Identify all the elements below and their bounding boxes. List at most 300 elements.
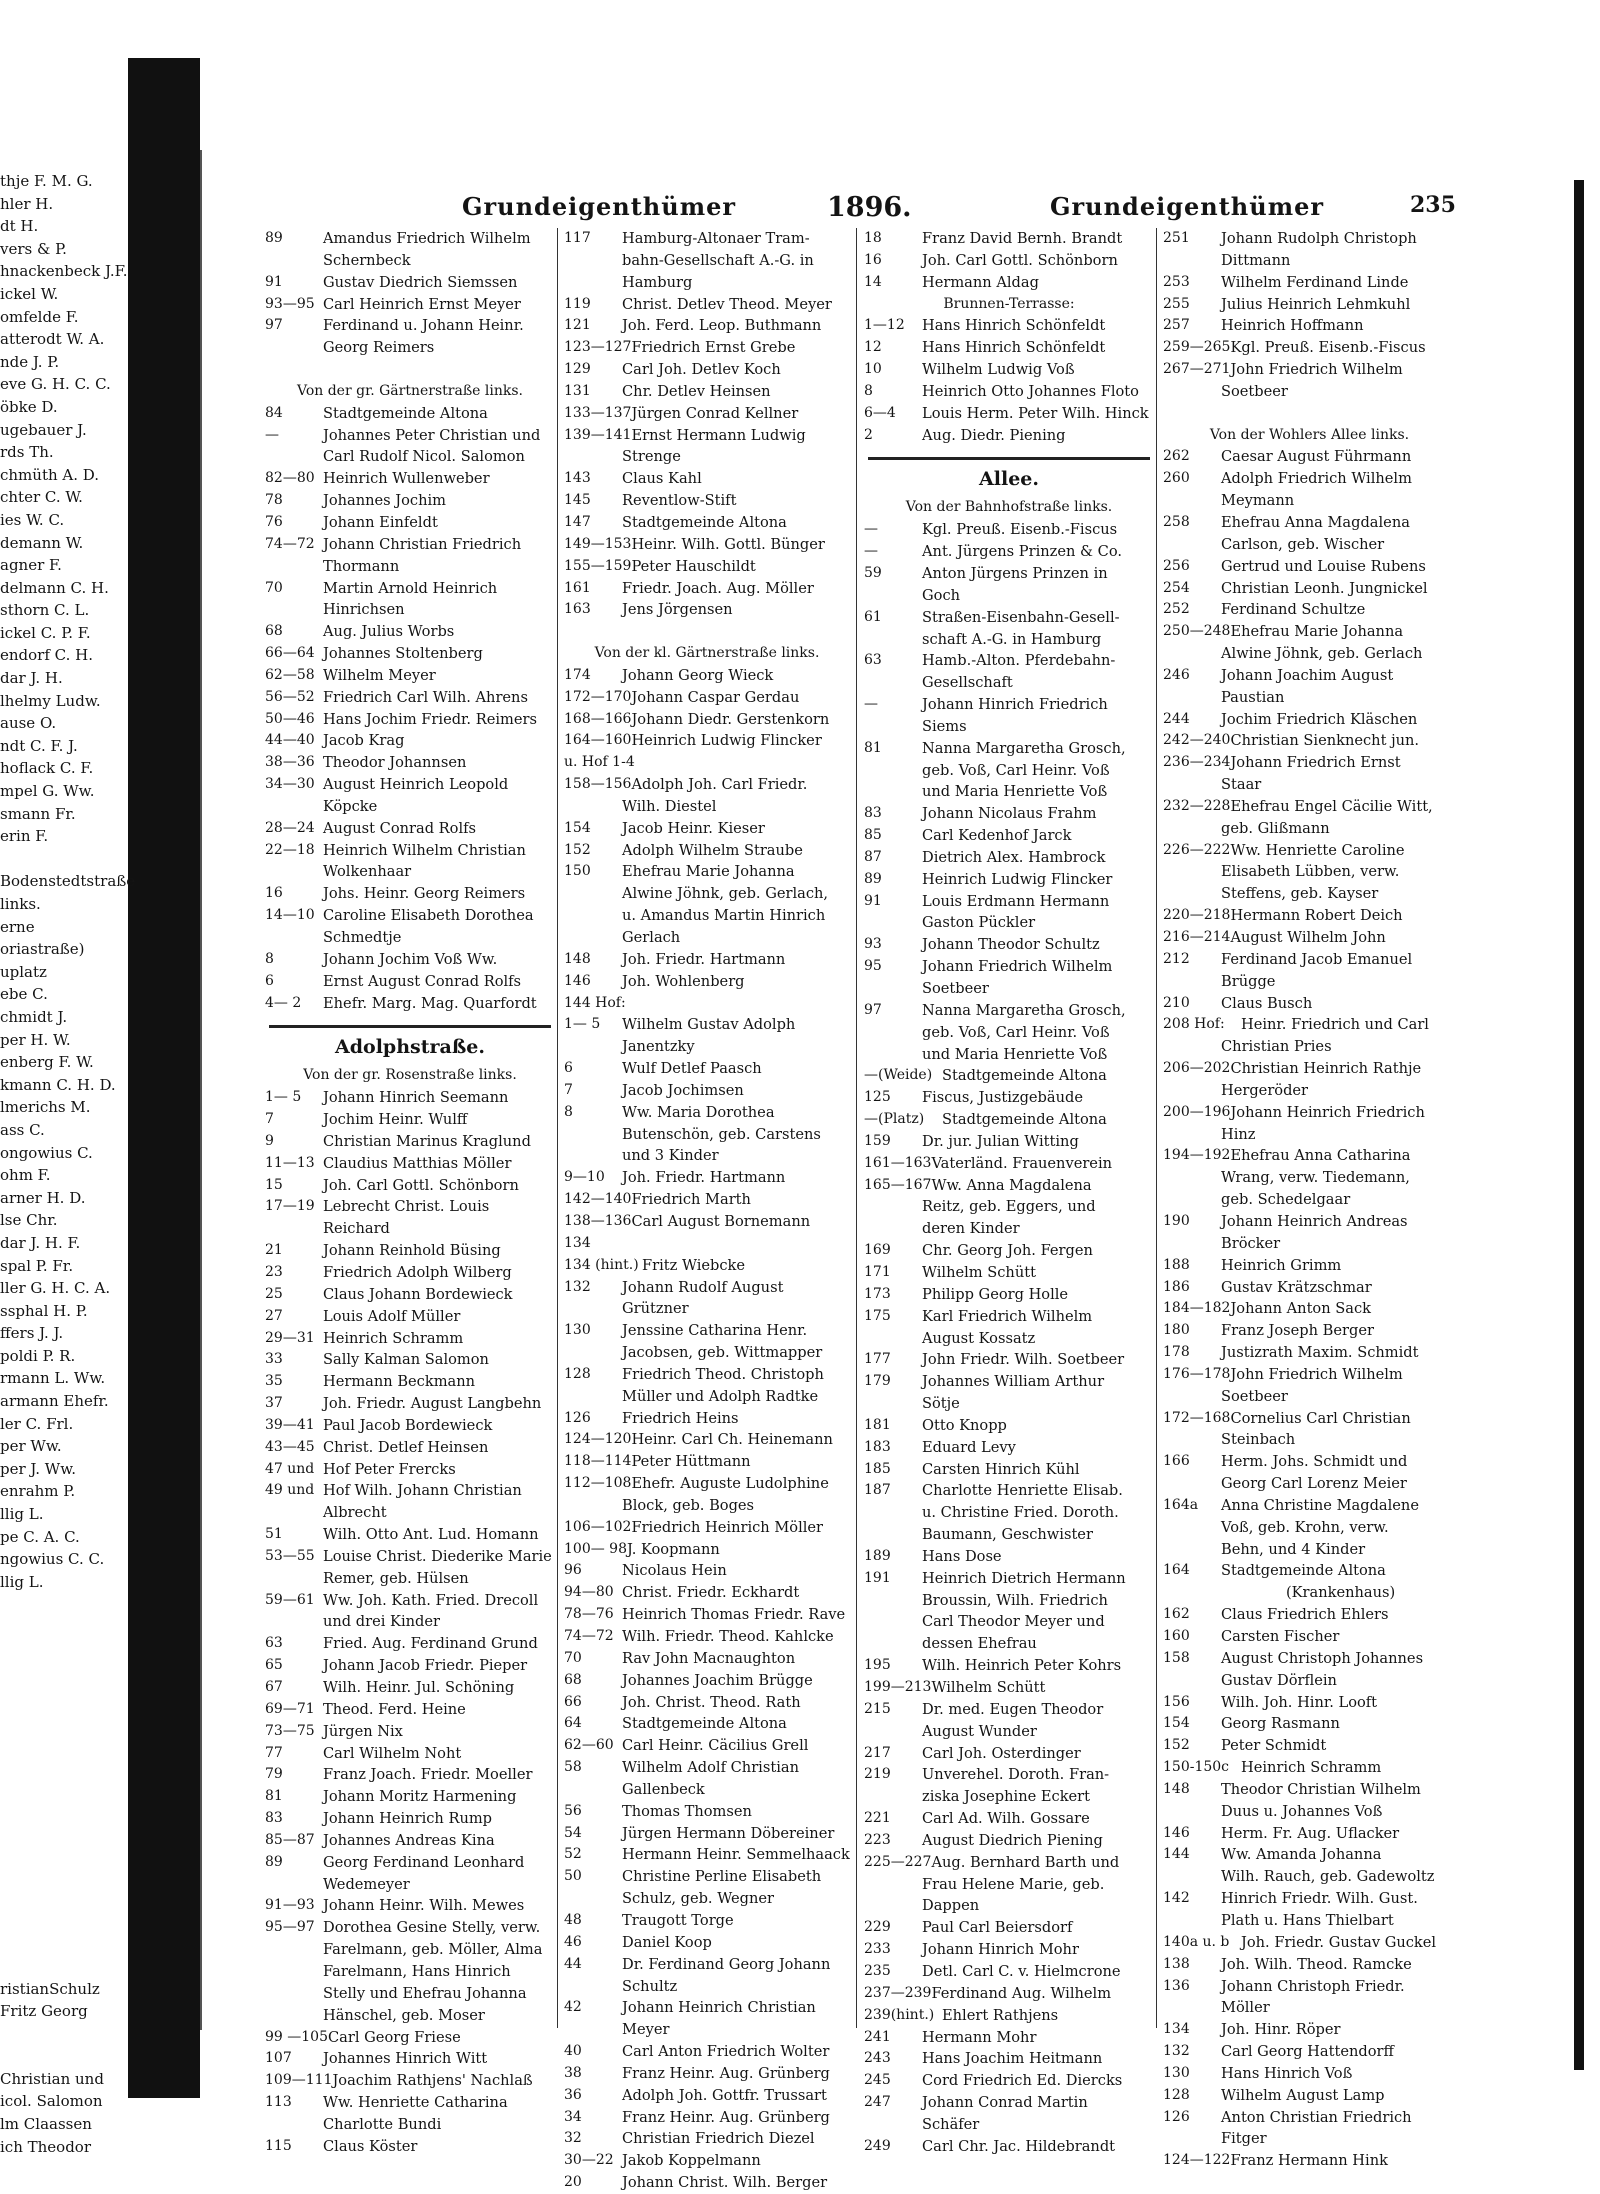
owner-entry <box>864 1546 1154 1568</box>
running-head-year: 1896. <box>827 192 912 223</box>
house-number: 32 <box>564 2130 582 2147</box>
owner-name: Joh. Wohlenberg <box>622 972 745 990</box>
owner-entry <box>1163 730 1456 752</box>
owner-name: Ernst August Conrad Rolfs <box>323 972 522 990</box>
owner-entry <box>265 796 555 818</box>
fragment-line: ebe C. <box>0 985 48 1004</box>
house-number: 91—93 <box>265 1897 315 1914</box>
owner-entry <box>864 1743 1154 1765</box>
owner-name: Wilhelm Gustav Adolph <box>622 1016 796 1034</box>
house-number: — <box>864 696 878 713</box>
house-number: 257 <box>1163 317 1190 334</box>
fragment-line: lm Claassen <box>0 2115 92 2134</box>
house-number <box>564 1145 622 1167</box>
owner-name: Möller <box>1221 1999 1270 2017</box>
fragment-line <box>0 1887 190 1910</box>
house-number: 164a <box>1163 1496 1199 1513</box>
house-number: 144 <box>1163 1846 1190 1863</box>
owner-entry <box>564 2150 850 2172</box>
owner-name: Joh. Wilh. Theod. Ramcke <box>1221 1955 1412 1973</box>
owner-name: Christian Leonh. Jungnickel <box>1221 579 1428 597</box>
house-number <box>1163 687 1221 709</box>
house-number: 229 <box>864 1919 891 1936</box>
owner-name: John Friedrich Wilhelm <box>1230 361 1403 379</box>
fragment-line <box>0 1729 190 1752</box>
house-number: 94—80 <box>564 1584 614 1601</box>
owner-entry <box>564 1823 850 1845</box>
owner-entry <box>564 1692 850 1714</box>
owner-name: Wilh. Diestel <box>622 797 717 815</box>
owner-name: Alwine Jöhnk, geb. Gerlach, <box>622 885 829 903</box>
owner-name: Wilhelm Adolf Christian <box>622 1759 799 1777</box>
owner-name: Heinrich Ludwig Flincker <box>631 732 822 750</box>
owner-name: bahn-Gesellschaft A.-G. in <box>622 251 814 269</box>
house-number: 255 <box>1163 295 1190 312</box>
owner-entry <box>564 1604 850 1626</box>
house-number: 177 <box>864 1351 891 1368</box>
owner-name: Ww. Henriette Caroline <box>1230 841 1405 859</box>
owner-entry <box>564 1866 850 1888</box>
fragment-line: ffers J. J. <box>0 1324 64 1343</box>
owner-name: Joh. Friedr. Gustav Guckel <box>1241 1933 1437 1951</box>
house-number: 161—163 <box>864 1154 932 1171</box>
owner-entry <box>265 1153 555 1175</box>
owner-entry <box>564 709 850 731</box>
fragment-line: spal P. Fr. <box>0 1256 74 1275</box>
fragment-line: chmidt J. <box>0 1007 68 1026</box>
house-number: 76 <box>265 513 283 530</box>
owner-entry <box>564 2107 850 2129</box>
house-number: 53—55 <box>265 1547 315 1564</box>
owner-name: Ww. Anna Magdalena <box>931 1176 1092 1194</box>
owner-entry <box>1163 1866 1456 1888</box>
owner-entry <box>864 228 1154 250</box>
house-number: 56—52 <box>265 688 315 705</box>
owner-entry <box>864 1153 1154 1175</box>
owner-name: Joh. Friedr. August Langbehn <box>323 1395 542 1413</box>
owner-entry <box>864 1874 1154 1896</box>
owner-entry <box>864 781 1154 803</box>
owner-name: Johann Hinrich Mohr <box>922 1941 1079 1959</box>
house-number: 17—19 <box>265 1198 315 1215</box>
house-number: 67 <box>265 1679 283 1695</box>
owner-entry <box>864 1786 1154 1808</box>
owner-name: Remer, geb. Hülsen <box>323 1569 469 1587</box>
owner-name: Stadtgemeinde Altona <box>1221 1562 1386 1580</box>
house-number: 154 <box>564 819 591 836</box>
owner-entry <box>1163 1364 1456 1386</box>
house-number: 156 <box>1163 1693 1190 1710</box>
owner-entry <box>265 599 555 621</box>
owner-name: Schernbeck <box>323 251 411 269</box>
owner-entry <box>1163 1582 1456 1604</box>
house-number: 38 <box>564 2064 582 2081</box>
owner-entry <box>564 818 850 840</box>
owner-name: Johann Rudolf August <box>622 1278 784 1296</box>
fragment-line <box>0 1752 190 1775</box>
owner-entry <box>265 1284 555 1306</box>
owner-name: Jacobsen, geb. Wittmapper <box>622 1344 823 1362</box>
column-rule <box>856 228 857 2028</box>
owner-name: Chr. Detlev Heinsen <box>622 382 771 400</box>
owner-name: August Heinrich Leopold <box>323 776 509 794</box>
house-number: 20 <box>564 2174 582 2191</box>
owner-entry <box>864 847 1154 869</box>
house-number: 172—170 <box>564 688 632 705</box>
owner-entry <box>1163 883 1456 905</box>
house-number: 83 <box>864 805 882 822</box>
owner-name: Carl Theodor Meyer und <box>922 1613 1105 1631</box>
owner-entry <box>1163 1757 1456 1779</box>
owner-name: Siems <box>922 717 967 735</box>
owner-name: Heinrich Hoffmann <box>1221 317 1364 335</box>
owner-entry <box>1163 861 1456 883</box>
house-number: 132 <box>564 1278 591 1295</box>
owner-entry <box>1163 381 1456 403</box>
owner-name: Franz Heinr. Aug. Grünberg <box>622 2108 830 2126</box>
owner-name: Straßen-Eisenbahn-Gesell- <box>922 608 1120 626</box>
owner-entry <box>1163 2019 1456 2041</box>
house-number: 50 <box>564 1868 582 1885</box>
house-number <box>864 1721 922 1743</box>
owner-name: Herm. Johs. Schmidt und <box>1221 1453 1408 1471</box>
owner-entry <box>1163 687 1456 709</box>
owner-name: Paustian <box>1221 688 1285 706</box>
house-number: 242—240 <box>1163 732 1231 749</box>
owner-entry <box>265 927 555 949</box>
owner-entry <box>564 512 850 534</box>
owner-entry <box>1163 534 1456 556</box>
house-number: —(Platz) <box>864 1111 925 1128</box>
house-number: 65 <box>265 1657 283 1674</box>
house-number <box>265 599 323 621</box>
owner-name: Carl August Bornemann <box>631 1212 811 1230</box>
owner-name: Friedrich Adolph Wilberg <box>323 1263 512 1281</box>
fragment-line <box>0 1797 190 1820</box>
fragment-line <box>0 1593 190 1616</box>
owner-entry <box>265 468 555 490</box>
owner-name: u. Amandus Martin Hinrich <box>622 907 826 925</box>
fragment-line: links. <box>0 895 41 913</box>
owner-entry <box>265 1109 555 1131</box>
owner-entry <box>265 1546 555 1568</box>
house-number: 191 <box>864 1569 891 1586</box>
owner-name: Stelly und Ehefrau Johanna <box>323 1984 527 2002</box>
owner-name: geb. Voß, Carl Heinr. Voß <box>922 761 1110 779</box>
owner-entry <box>265 512 555 534</box>
owner-entry <box>564 665 850 687</box>
house-number: 126 <box>1163 2108 1190 2125</box>
owner-name <box>642 752 850 774</box>
owner-name: Johann Christian Friedrich <box>323 535 522 553</box>
owner-name: Johann Theodor Schultz <box>922 936 1100 954</box>
house-number: 8 <box>564 1103 573 1120</box>
column-rule <box>557 228 558 2028</box>
house-number: 217 <box>864 1744 891 1761</box>
owner-name: Soetbeer <box>922 980 989 997</box>
owner-name <box>642 993 850 1015</box>
fragment-line <box>0 1684 190 1707</box>
house-number: 56 <box>564 1802 582 1819</box>
owner-entry <box>564 774 850 796</box>
house-number: 210 <box>1163 994 1190 1011</box>
owner-entry <box>564 2172 850 2194</box>
section-rule <box>868 446 1150 460</box>
house-number: 148 <box>1163 1780 1190 1797</box>
spacer <box>564 621 850 643</box>
owner-name: Johannes Peter Christian und <box>323 426 541 444</box>
owner-name: Wilh. Friedr. Theod. Kahlcke <box>622 1628 834 1645</box>
house-number: 48 <box>564 1911 582 1928</box>
fragment-line: ich Theodor <box>0 2137 92 2156</box>
house-number: 252 <box>1163 601 1190 618</box>
owner-entry <box>864 1022 1154 1044</box>
house-number: 142 <box>1163 1890 1190 1907</box>
house-number: 82—80 <box>265 470 315 487</box>
owner-name: schaft A.-G. in Hamburg <box>922 630 1102 648</box>
house-number <box>265 556 323 578</box>
owner-entry <box>864 563 1154 585</box>
owner-name: Friedrich Carl Wilh. Ahrens <box>323 688 528 706</box>
owner-entry <box>1163 1604 1456 1626</box>
owner-entry <box>564 993 850 1015</box>
owner-entry <box>1163 949 1456 971</box>
house-number: 15 <box>265 1176 283 1193</box>
owner-entry <box>864 425 1154 447</box>
owner-entry <box>265 556 555 578</box>
owner-entry <box>564 1670 850 1692</box>
owner-name: Georg Reimers <box>323 339 435 357</box>
fragment-line: demann W. <box>0 533 84 552</box>
owner-entry <box>1163 1255 1456 1277</box>
owner-entry <box>564 1386 850 1408</box>
owner-entry <box>564 1757 850 1779</box>
house-number: 226—222 <box>1163 841 1231 858</box>
fragment-line: vers & P. <box>0 239 67 258</box>
owner-name: Hergeröder <box>1221 1081 1309 1099</box>
owner-entry <box>864 1764 1154 1786</box>
owner-name: Schulz, geb. Wegner <box>622 1890 775 1908</box>
owner-name: Heinr. Friedrich und Carl <box>1241 1016 1429 1034</box>
house-number: 61 <box>864 608 882 625</box>
owner-name: Christian Friedrich Diezel <box>622 2130 815 2148</box>
fragment-line: enberg F. W. <box>0 1053 94 1072</box>
section-rule <box>269 1014 551 1028</box>
owner-entry <box>864 1524 1154 1546</box>
owner-name: Ehefrau Anna Magdalena <box>1221 513 1410 531</box>
house-number: u. Hof 1-4 <box>564 754 635 771</box>
house-number: 99 —105 <box>265 2028 328 2045</box>
owner-name: Ehefrau Marie Johanna <box>622 863 795 881</box>
owner-name: Peter Schmidt <box>1221 1737 1327 1755</box>
house-number: 96 <box>564 1562 582 1579</box>
owner-name: Wedemeyer <box>323 1875 410 1893</box>
owner-name: Hans Dose <box>922 1547 1002 1565</box>
owner-name: Elisabeth Lübben, verw. <box>1221 863 1400 881</box>
owner-name: Claus Kahl <box>622 470 702 488</box>
owner-name: Amandus Friedrich Wilhelm <box>323 230 531 247</box>
fragment-line: poldi P. R. <box>0 1346 76 1365</box>
owner-name: Goch <box>922 586 961 604</box>
fragment-line: Christian und <box>0 2069 104 2088</box>
owner-entry <box>1163 1735 1456 1757</box>
house-number: 89 <box>265 1853 283 1870</box>
owner-name: Sally Kalman Salomon <box>323 1351 489 1369</box>
house-number <box>864 2114 922 2136</box>
house-number <box>564 250 622 272</box>
owner-entry <box>564 2128 850 2150</box>
owner-name: Schäfer <box>922 2115 980 2133</box>
house-number <box>1163 1801 1221 1823</box>
house-number: 87 <box>864 848 882 865</box>
house-number: 34—30 <box>265 776 315 793</box>
owner-name: Friedrich Theod. Christoph <box>622 1365 824 1383</box>
house-number: 16 <box>864 251 882 268</box>
section-note: Von der gr. Gärtnerstraße links. <box>297 382 523 399</box>
owner-entry <box>564 1473 850 1495</box>
house-number <box>265 1983 323 2005</box>
owner-name: Hänschel, geb. Moser <box>323 2006 485 2024</box>
owner-entry <box>265 1349 555 1371</box>
owner-name: Carl Kedenhof Jarck <box>922 827 1072 845</box>
owner-name: Meyer <box>622 2021 670 2039</box>
house-number: 6 <box>564 1060 573 1077</box>
house-number: — <box>864 521 878 538</box>
house-number <box>864 1196 922 1218</box>
owner-name: Johann Georg Wieck <box>622 666 774 684</box>
house-number: 158 <box>1163 1649 1190 1666</box>
owner-name: und 3 Kinder <box>622 1147 719 1165</box>
house-number: 95 <box>864 958 882 975</box>
column-2 <box>564 228 850 2194</box>
house-number: 131 <box>564 382 591 399</box>
owner-name: Hermann Mohr <box>922 2028 1037 2046</box>
fragment-line: mpel G. Ww. <box>0 782 95 801</box>
owner-entry <box>564 1298 850 1320</box>
house-number: 171 <box>864 1263 891 1280</box>
owner-name: Anton Jürgens Prinzen in <box>922 564 1108 582</box>
fragment-line: enrahm P. <box>0 1482 76 1501</box>
owner-name: Wilhelm Schütt <box>922 1263 1036 1281</box>
house-number: 181 <box>864 1416 891 1433</box>
owner-entry <box>564 294 850 316</box>
owner-entry <box>265 1699 555 1721</box>
owner-name: John Friedr. Wilh. Soetbeer <box>922 1351 1125 1369</box>
owner-name: Louis Herm. Peter Wilh. Hinck <box>922 404 1149 422</box>
owner-entry <box>1163 621 1456 643</box>
house-number: 8 <box>265 950 274 967</box>
owner-name: geb. Voß, Carl Heinr. Voß <box>922 1023 1110 1041</box>
owner-entry <box>564 228 850 250</box>
house-number: 148 <box>564 950 591 967</box>
owner-name: Peter Hüttmann <box>631 1453 751 1471</box>
house-number <box>864 1786 922 1808</box>
owner-entry <box>864 912 1154 934</box>
owner-name: Nicolaus Hein <box>622 1562 727 1580</box>
house-number <box>1163 1233 1221 1255</box>
owner-entry <box>864 250 1154 272</box>
owner-entry <box>1163 1320 1456 1342</box>
owner-entry <box>864 1699 1154 1721</box>
owner-name: Paul Jacob Bordewieck <box>323 1416 493 1434</box>
owner-name: Karl Friedrich Wilhelm <box>922 1307 1093 1325</box>
house-number <box>864 1874 922 1896</box>
owner-entry <box>1163 1102 1456 1124</box>
owner-entry <box>1163 556 1456 578</box>
owner-name: Fiscus, Justizgebäude <box>922 1089 1083 1107</box>
spacer <box>1163 403 1456 425</box>
house-number <box>1163 381 1221 403</box>
owner-name: Jacob Krag <box>323 732 405 750</box>
house-number: 237—239 <box>864 1984 932 2001</box>
house-number <box>564 1036 622 1058</box>
owner-name: Meymann <box>1221 492 1295 510</box>
owner-entry <box>864 1262 1154 1284</box>
house-number <box>864 1218 922 1240</box>
owner-entry <box>265 752 555 774</box>
house-number <box>564 272 622 294</box>
house-number <box>1163 1539 1221 1561</box>
owner-entry <box>1163 1495 1456 1517</box>
owner-name: Joachim Rathjens' Nachlaß <box>332 2072 533 2090</box>
owner-name: Johann Christoph Friedr. <box>1221 1977 1405 1995</box>
house-number <box>1163 774 1221 796</box>
house-number: 134 <box>564 1234 591 1251</box>
owner-name: Joh. Hinr. Röper <box>1221 2021 1341 2039</box>
house-number <box>564 905 622 927</box>
owner-name: Hinrich Friedr. Wilh. Gust. <box>1221 1890 1418 1908</box>
house-number <box>864 1393 922 1415</box>
owner-name: Theod. Ferd. Heine <box>323 1700 466 1718</box>
house-number <box>864 1611 922 1633</box>
house-number <box>564 1298 622 1320</box>
house-number: 143 <box>564 470 591 487</box>
owner-name: Steffens, geb. Kayser <box>1221 885 1379 903</box>
house-number: 18 <box>864 230 882 246</box>
owner-name: Carl Joh. Detlev Koch <box>622 361 781 379</box>
owner-name: August Diedrich Piening <box>922 1831 1103 1849</box>
house-number: 34 <box>564 2108 582 2125</box>
house-number: 9—10 <box>564 1169 605 1186</box>
house-number <box>864 1633 922 1655</box>
house-number: 262 <box>1163 448 1190 465</box>
owner-name: Gustav Krätzschmar <box>1221 1278 1372 1296</box>
house-number <box>864 672 922 694</box>
house-number <box>1163 1167 1221 1189</box>
fragment-line: hnackenbeck J.F. <box>0 262 128 281</box>
house-number <box>1163 1517 1221 1539</box>
owner-name: Bröcker <box>1221 1234 1281 1252</box>
owner-name: Rav John Macnaughton <box>622 1649 796 1667</box>
owner-entry <box>265 1830 555 1852</box>
owner-entry <box>864 2136 1154 2158</box>
house-number: 183 <box>864 1438 891 1455</box>
owner-name: Johannes Jochim <box>323 492 447 510</box>
house-number: 81 <box>864 739 882 756</box>
owner-entry <box>564 1102 850 1124</box>
owner-name: Carl Anton Friedrich Wolter <box>622 2043 830 2061</box>
owner-entry <box>864 315 1154 337</box>
fragment-line: per H. W. <box>0 1030 71 1049</box>
owner-name: Wilh. Joh. Hinr. Looft <box>1221 1693 1378 1711</box>
house-number <box>564 1779 622 1801</box>
owner-entry <box>564 381 850 403</box>
owner-entry <box>564 1801 850 1823</box>
owner-entry <box>564 905 850 927</box>
house-number <box>1163 490 1221 512</box>
owner-name: Lebrecht Christ. Louis Reichard <box>323 1198 494 1238</box>
house-number: 215 <box>864 1700 891 1717</box>
